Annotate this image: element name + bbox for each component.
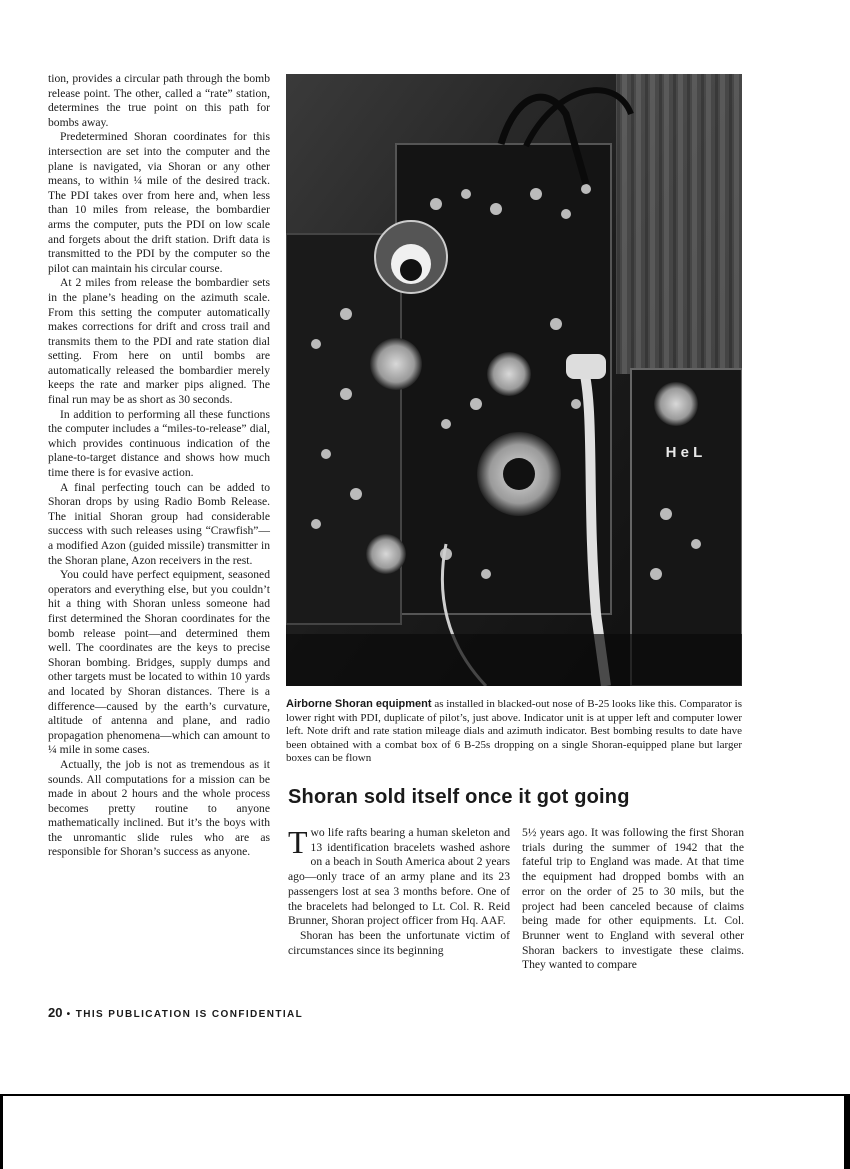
scan-border (0, 1094, 850, 1169)
paragraph: 5½ years ago. It was following the first Shoran trials during the summer of 1942 that the fateful trip to England was made. At that time the equipment had dropped bombs with an error on the order of 25 to 30 mils, but the project had been canceled because of claims being made for other equipments. Lt. Col. Brunner went to England with several other Shoran backers to investigate these claims. They wanted to compare (522, 826, 744, 972)
paragraph: tion, provides a circular path through the bomb release point. The other, called a “rate” station, determines the true point on this path for bombs away. (48, 72, 270, 129)
shoran-equipment-photo (286, 74, 742, 686)
page-footer (48, 1005, 303, 1020)
article-headline: Shoran sold itself once it got going (288, 786, 630, 808)
caption-text: as installed in blacked-out nose of B-25 looks like this. Comparator is lower right with PDI, duplicate of pilot’s, just above. Indicator unit is at upper left and computer lower left. Note drift and rate station mileage dials and azimuth indicator. Best bombing results to date have been obtained with a combat box of 6 B-25s dropping on a single Shoran-equipped plane but larger boxes can be flown (286, 698, 742, 765)
paragraph: Shoran has been the unfortunate victim of circumstances since its beginning (288, 928, 510, 957)
paragraph: At 2 miles from release the bombardier sets in the plane’s heading on the azimuth scale. From this setting the computer automatically makes corrections for drift and cross trail and transmits them to the PDI and rate station dial setting. From here on until bombs are automatically released the bombardier merely keeps the rate and marker pips aligned. The final run may be as short as 30 seconds. (48, 276, 270, 407)
paragraph: In addition to performing all these functions the computer includes a “miles-to-release” dial, which provides continuous indication of the plane-to-target distance and shows how much time there is for evasive action. (48, 407, 270, 480)
caption-lead: Airborne Shoran equipment (286, 698, 432, 710)
footer-bullet: • (66, 1009, 72, 1020)
paragraph: Actually, the job is not as tremendous as it sounds. All computations for a mission can be made in about 2 hours and the whole process becomes pretty routine to anyone mathematically inclined. But it’s the boys with the unromantic slide rules who are as responsible for Shoran’s success as anyone. (48, 757, 270, 859)
paragraph: You could have perfect equipment, seasoned operators and everything else, but you couldn’t hit a thing with Shoran unless someone had first determined the Shoran coordinates for the bomb release point—and determined them well. The coordinates are the keys to precise Shoran bombing. Bridges, supply dumps and other targets must be located to within 10 yards and located by Shoran distances. There is a difference—caused by the earth’s curvature, altitude of antenna and plane, and radio propagation phenomena—which can amount to ¼ mile in some cases. (48, 568, 270, 757)
paragraph: Predetermined Shoran coordinates for this intersection are set into the computer and the plane is navigated, via Shoran or any other means, to within ¼ mile of the desired track. The PDI takes over from here and, when less than 10 miles from release, the bombardier arms the computer, puts the PDI on low scale and forgets about the drift station. Drift data is transmitted to the PDI by the computer so the pilot can maintain his circular course. (48, 130, 270, 275)
panel-label: H e L (665, 444, 703, 461)
paragraph: A final perfecting touch can be added to Shoran drops by using Radio Bomb Release. The initial Shoran group had considerable success with such releases using “Crawfish”—a modified Azon (guided missile) transmitter in the Shoran plane, Azon receivers in the rest. (48, 480, 270, 567)
paragraph: Two life rafts bearing a human skeleton and 13 identification bracelets washed ashore on a beach in South America about 2 years ago—only trace of an army plane and its 23 passengers lost at sea 3 months before. One of the bracelets had belonged to Lt. Col. R. Reid Brunner, Shoran project officer from Hq. AAF. (288, 824, 510, 928)
photo-caption (286, 698, 742, 766)
footer-text: THIS PUBLICATION IS CONFIDENTIAL (75, 1009, 304, 1020)
page-number: 20 (48, 1005, 63, 1020)
drop-cap: T (288, 824, 308, 860)
article-column-1 (288, 826, 510, 958)
left-text-column (48, 72, 270, 860)
article-column-2 (522, 826, 744, 973)
